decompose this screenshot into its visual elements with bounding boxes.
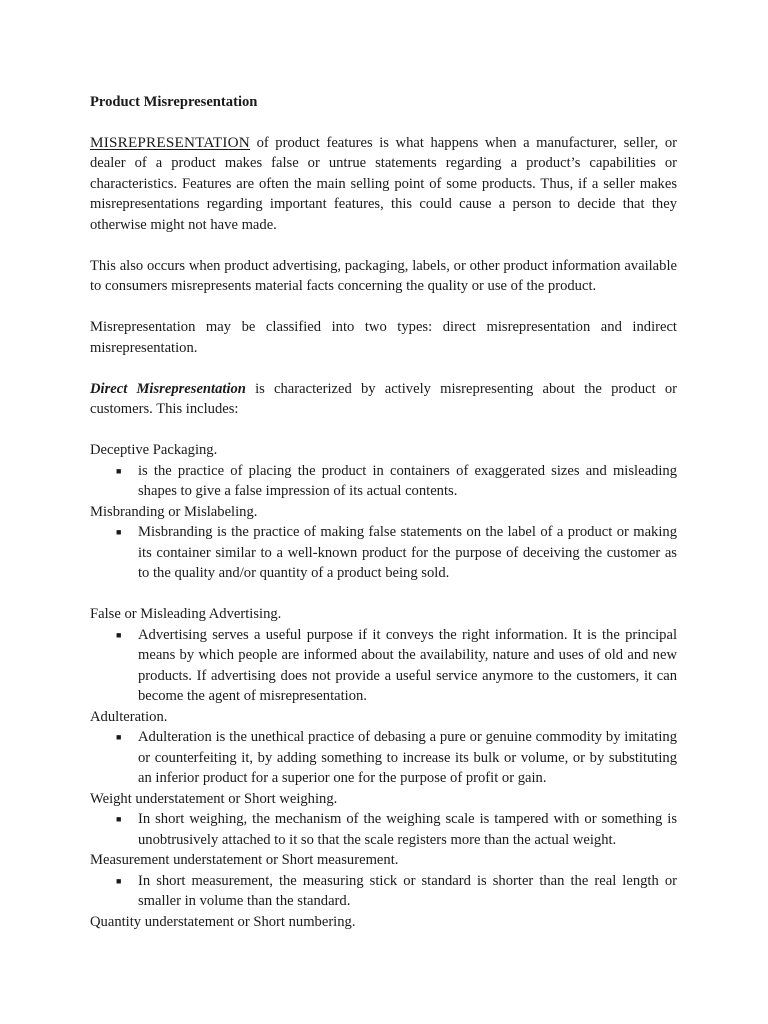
list-item-deceptive-packaging bbox=[116, 461, 677, 502]
advertising-paragraph: This also occurs when product advertising, packaging, labels, or other product information available to consumers misrepresents material facts concerning the quality or use of the product. bbox=[90, 257, 677, 294]
item-heading-false-advertising: False or Misleading Advertising. bbox=[90, 606, 282, 622]
direct-misrepresentation-term: Direct Misrepresentation bbox=[90, 380, 246, 397]
item-heading-adulteration: Adulteration. bbox=[90, 708, 168, 725]
item-heading-deceptive-packaging: Deceptive Packaging. bbox=[90, 442, 218, 458]
list-item-false-advertising bbox=[116, 625, 677, 707]
list-item-text: Misbranding is the practice of making false statements on the label of a product or making its container similar to a well-known product for the purpose of deceiving the customer as to the quality and/or quantity of a product being sold. bbox=[138, 524, 677, 581]
document-page bbox=[90, 92, 677, 932]
intro-paragraph-text: of product features is what happens when a manufacturer, seller, or dealer of a product makes false or untrue statements regarding a product’s capabilities or characteristics. Features are often the main selling point of some products. Thus, if a seller makes misrepresentations regarding important features, this could cause a person to decide that they otherwise might not have made. bbox=[90, 134, 677, 233]
list-item-short-weighing bbox=[116, 809, 677, 850]
bullet-square-icon: ■ bbox=[116, 465, 122, 476]
direct-misrepresentation-text: is characterized by actively misrepresenting about the product or customers. This includes: bbox=[90, 380, 677, 417]
intro-paragraph bbox=[90, 133, 677, 236]
spacer bbox=[90, 584, 677, 605]
misrepresentation-term: MISREPRESENTATION bbox=[90, 133, 250, 151]
item-heading-short-weighing: Weight understatement or Short weighing. bbox=[90, 790, 338, 807]
list-item-text: Advertising serves a useful purpose if it conveys the right information. It is the principal means by which people are informed about the availability, nature and uses of old and new products. If advertising does not provide a useful service anymore to the customers, it can become the agent of misrepresentation. bbox=[138, 626, 677, 704]
bullet-square-icon: ■ bbox=[116, 527, 122, 537]
bullet-square-icon: ■ bbox=[116, 732, 122, 742]
list-item-text: is the practice of placing the product in containers of exaggerated sizes and misleading shapes to give a false impression of its actual contents. bbox=[138, 462, 677, 499]
list-item-misbranding bbox=[116, 522, 677, 584]
list-item-text: In short measurement, the measuring stick or standard is shorter than the real length or smaller in volume than the standard. bbox=[138, 872, 677, 909]
item-heading-misbranding: Misbranding or Mislabeling. bbox=[90, 503, 258, 520]
list-item-text: Adulteration is the unethical practice of debasing a pure or genuine commodity by imitating or counterfeiting it, by adding something to increase its bulk or volume, or by substituting an inferior product for a superior one for the purpose of profit or gain. bbox=[138, 729, 677, 786]
direct-misrepresentation-paragraph bbox=[90, 379, 677, 420]
bullet-square-icon: ■ bbox=[116, 629, 122, 640]
item-heading-short-numbering: Quantity understatement or Short numbering. bbox=[90, 913, 356, 930]
list-item-text: In short weighing, the mechanism of the weighing scale is tampered with or something is unobtrusively attached to it so that the scale registers more than the actual weight. bbox=[138, 811, 677, 848]
list-item-adulteration bbox=[116, 727, 677, 789]
page-title: Product Misrepresentation bbox=[90, 94, 258, 110]
bullet-square-icon: ■ bbox=[116, 814, 122, 824]
list-item-short-measurement bbox=[116, 871, 677, 912]
bullet-square-icon: ■ bbox=[116, 875, 122, 886]
item-heading-short-measurement: Measurement understatement or Short measurement. bbox=[90, 852, 399, 868]
classification-paragraph: Misrepresentation may be classified into two types: direct misrepresentation and indirect misrepresentation. bbox=[90, 319, 677, 356]
